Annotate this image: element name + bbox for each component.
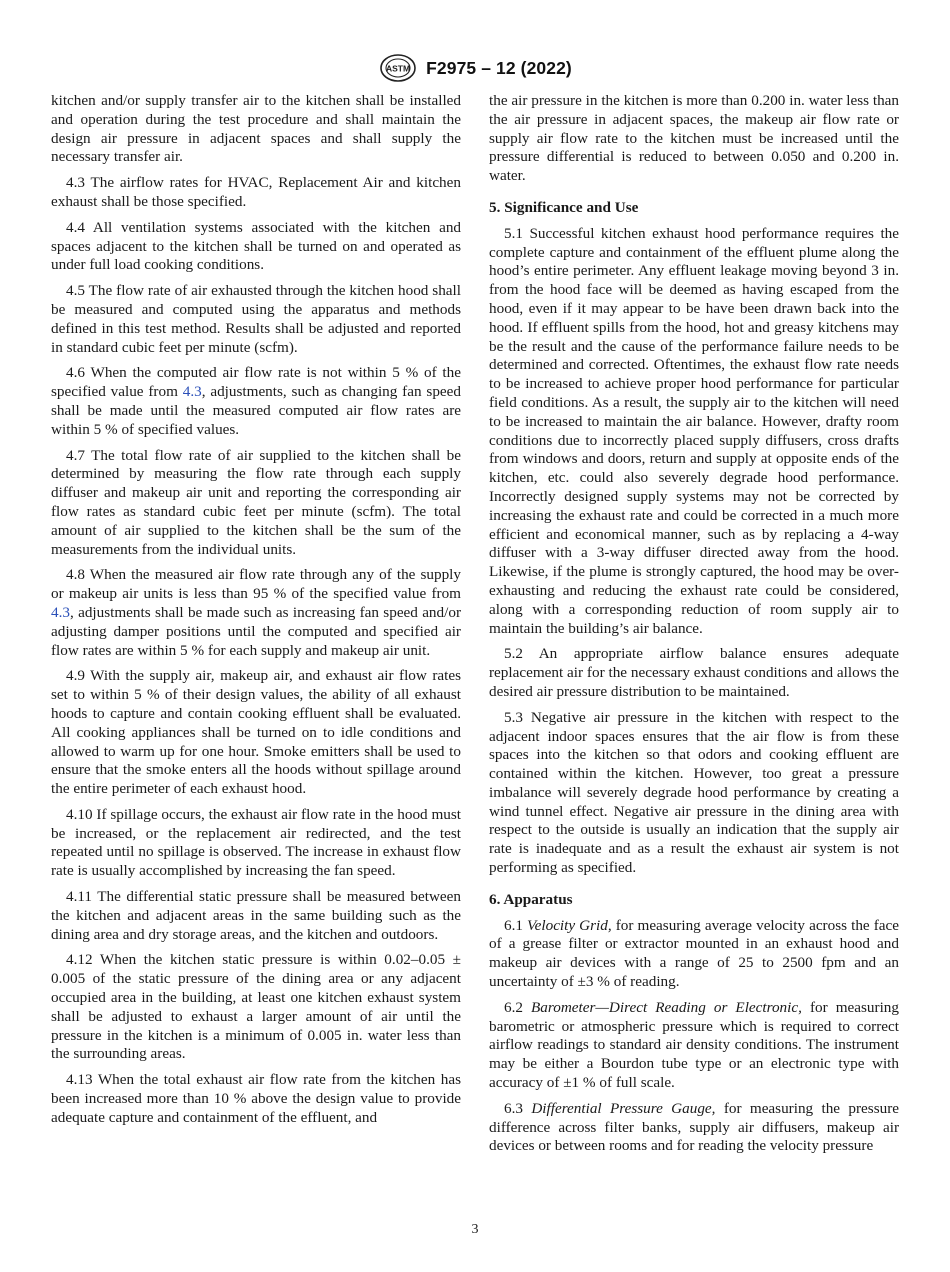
paragraph-number: 6.3 [504, 1099, 532, 1117]
paragraph-6-2-text: for measuring barometric or atmospheric pressure which is required to correct airflow readings to standard air density conditions. The instrument may be either a Bourdon tube type or an electronic type with accuracy of ±1 % of full scale. [489, 998, 899, 1092]
term-barometer: Barometer—Direct Reading or Electronic, [531, 998, 802, 1016]
paragraph-6-1 [489, 917, 899, 992]
section-ref-link[interactable]: 4.3 [182, 383, 202, 401]
paragraph-4-12: 4.12 When the kitchen static pressure is within 0.02–0.05 ± 0.005 of the static pressure of the dining area or any adjacent occupied area in the building, at least one kitchen exhaust system shall be adjusted to exhaust a larger amount of air until the pressure in the kitchen is a minimum of 0.005 in. water less than the surrounding areas. [51, 951, 461, 1063]
left-column [51, 92, 461, 1135]
paragraph-6-2 [489, 999, 899, 1093]
term-velocity-grid: Velocity Grid, [527, 916, 612, 934]
paragraph-continued: the air pressure in the kitchen is more than 0.200 in. water less than the air pressure in adjacent spaces, the makeup air flow rate or supply air flow rate to the kitchen must be increased until the pressure differential is reduced to between 0.050 and 0.200 in. water. [489, 92, 899, 185]
paragraph-4-10: 4.10 If spillage occurs, the exhaust air flow rate in the hood must be increased, or the replacement air redirected, and the test repeated until no spillage is observed. The increase in exhaust flow rate is usually accomplished by increasing the fan speed. [51, 805, 461, 880]
paragraph-4-13: 4.13 When the total exhaust air flow rate from the kitchen has been increased more than 10 % above the design value to provide adequate capture and containment of the effluent, and [51, 1071, 461, 1126]
standard-designation: F2975 – 12 (2022) [426, 57, 572, 78]
paragraph-5-1: 5.1 Successful kitchen exhaust hood performance requires the complete capture and containment of the effluent plume along the hood’s entire perimeter. Any effluent leakage moving beyond 3 in. from the hood face will be deemed as having escaped from the hood, even if it may appear to be have been drawn back into the hood. If effluent spills from the hood, hot and greasy kitchens may be the result and the cause of the performance failure needs to be determined and corrected. Oftentimes, the exhaust flow rate needs to be increased to achieve proper hood performance for particular field conditions. As a result, the supply air to the kitchen will need to be increased to maintain the air balance. However, drafty room conditions due to incorrectly placed supply diffusers, cross drafts from windows and doors, return and supply at opposite ends of the kitchen, etc. could also severely degrade hood performance. Incorrectly designed supply systems may not be corrected by increasing the exhaust rate and could be corrected in a much more efficient and economical manner, such as by replacing a 4-way diffuser with a 3-way diffuser directed away from the hood. Likewise, if the plume is strongly captured, the hood may be over-exhausting and reducing the exhaust rate could be considered, along with a corresponding reduction of room supply air to maintain the building’s air balance. [489, 224, 899, 637]
paragraph-4-6-text-b: , adjustments, such as changing fan speed shall be made until the measured computed air flow rates are within 5 % of specified values. [51, 383, 461, 438]
paragraph-4-6 [51, 364, 461, 439]
paragraph-4-4: 4.4 All ventilation systems associated with the kitchen and spaces adjacent to the kitchen shall be turned on and operated as under full load cooking conditions. [51, 218, 461, 274]
paragraph-6-3-text: for measuring the pressure difference across filter banks, supply air diffusers, makeup air devices or between rooms and for reading the velocity pressure [489, 1099, 899, 1155]
paragraph-4-8-text-a: 4.8 When the measured air flow rate through any of the supply or makeup air units is less than 95 % of the specified value from [51, 566, 461, 603]
logo-text: ASTM [386, 63, 411, 74]
paragraph-4-8-text-b: , adjustments shall be made such as increasing fan speed and/or adjusting damper positions until the computed and specified air flow rates are within 5 % for each supply and makeup air unit. [51, 603, 461, 659]
right-column [489, 92, 899, 1163]
paragraph-number: 6.2 [504, 998, 532, 1016]
paragraph-4-5: 4.5 The flow rate of air exhausted through the kitchen hood shall be measured and computed using the apparatus and methods defined in this test method. Results shall be adjusted and reported in standard cubic feet per minute (scfm). [51, 282, 461, 356]
paragraph-4-6-text-a: 4.6 When the computed air flow rate is not within 5 % of the specified value from [51, 364, 461, 401]
section-heading-6: 6. Apparatus [489, 890, 573, 908]
paragraph-6-1-text: for measuring average velocity across the face of a grease filter or extractor mounted in an exhaust hood and makeup air devices with a range of 25 to 2500 fpm and an uncertainty of ±3 % of reading. [489, 916, 899, 991]
paragraph-5-3: 5.3 Negative air pressure in the kitchen with respect to the adjacent indoor spaces ensures that the air flow is from these spaces into the kitchen so that odors and cooking effluent are contained within the kitchen. However, too great a pressure imbalance will severely degrade hood performance by creating a wind tunnel effect. Negative air pressure in the dining area with respect to the outside is usually an indication that the supply air rate is inadequate and as a result the exhaust air system is not performing as specified. [489, 708, 899, 877]
paragraph-5-2: 5.2 An appropriate airflow balance ensures adequate replacement air for the necessary exhaust conditions and allows the desired air pressure distribution to be maintained. [489, 645, 899, 700]
term-differential-pressure-gauge: Differential Pressure Gauge, [531, 1099, 716, 1117]
page-header [0, 52, 950, 84]
paragraph-4-11: 4.11 The differential static pressure shall be measured between the kitchen and adjacent areas in the same building such as the dining area and dry storage areas, and the kitchen and outdoors. [51, 888, 461, 943]
page-number: 3 [471, 1222, 479, 1237]
section-ref-link[interactable]: 4.3 [51, 603, 70, 621]
paragraph-4-9: 4.9 With the supply air, makeup air, and exhaust air flow rates set to within 5 % of their design values, the ability of all exhaust hoods to capture and contain cooking effluent shall be evaluated. All cooking appliances shall be turned on to idle conditions and allowed to warm up for one hour. Smoke emitters shall be used to ensure that the smoke enters all the hoods without spillage around the entire perimeter of each exhaust hood. [51, 667, 461, 798]
paragraph-4-3: 4.3 The airflow rates for HVAC, Replacement Air and kitchen exhaust shall be those specified. [51, 174, 461, 210]
paragraph-4-7: 4.7 The total flow rate of air supplied to the kitchen shall be determined by measuring the flow rate through each supply diffuser and makeup air unit and reporting the corresponding air flow rates as standard cubic feet per minute (scfm). The total amount of air supplied to the kitchen shall be the sum of the measurements from the individual units. [51, 446, 461, 558]
paragraph-continued: kitchen and/or supply transfer air to the kitchen shall be installed and operation during the test procedure and shall maintain the design air pressure in adjacent spaces and shall supply the necessary transfer air. [51, 92, 461, 166]
paragraph-6-3 [489, 1100, 899, 1156]
astm-logo-icon [378, 52, 418, 84]
paragraph-number: 6.1 [504, 916, 528, 934]
paragraph-4-8 [51, 566, 461, 660]
section-heading-5: 5. Significance and Use [489, 198, 639, 216]
